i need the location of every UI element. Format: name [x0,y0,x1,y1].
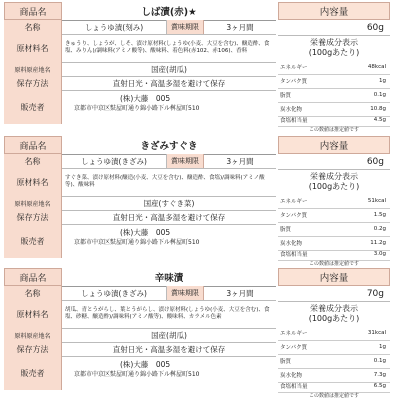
storage-row [4,210,276,225]
storage-value: 直射日光・高温多湿を避けて保存 [112,344,226,354]
company-address: 京都市中京区麩屋町通り錦小路下ル桝屋町510 [74,239,200,246]
nutrition-carbs: 炭水化物 7.3g [278,368,390,383]
nutrition-per: (100gあたり) [308,182,360,191]
company-name: (株)大藤 005 [120,360,171,369]
nutrition-carbs: 炭水化物 11.2g [278,236,390,251]
origin-row [4,62,276,77]
nutrition-per: (100gあたり) [308,314,360,323]
product-card-1 [4,2,394,133]
name-row [4,286,276,301]
origin-label: 原料原産地名 [4,328,62,342]
estimate-note: この数値は推定値です [308,260,359,267]
nutrition-salt: 食塩相当量 6.5g [278,380,390,393]
name-value: しょうゆ漬(刻み) [62,20,167,34]
nutrition-salt: 食塩相当量 4.5g [278,114,390,127]
name-value: しょうゆ漬(きざみ) [62,154,167,168]
seller-label: 販売者 [4,224,62,258]
product-card-3 [4,268,394,399]
best-before-value: 3ヶ月間 [226,156,254,166]
best-before-label: 賞味期限 [167,154,204,168]
nutrition-per: (100gあたり) [308,48,360,57]
best-before-value: 3ヶ月間 [226,288,254,298]
nutrition-energy: エネルギー 51kcal [278,194,390,209]
nutrition-title-text: 栄養成分表示 [310,38,358,47]
raw-materials-label: 原材料名 [4,300,62,328]
seller-label: 販売者 [4,356,62,390]
estimate-note: この数値は推定値です [308,126,359,133]
nutrition-title [278,172,390,192]
name-row [4,20,276,35]
storage-row [4,342,276,357]
nutrition-title-text: 栄養成分表示 [310,172,358,181]
nutrition-protein: タンパク質 1g [278,74,390,89]
nutrition-fat: 脂質 0.2g [278,222,390,237]
storage-row [4,76,276,91]
best-before-label: 賞味期限 [167,20,204,34]
nutrition-protein: タンパク質 1g [278,340,390,355]
company-name: (株)大藤 005 [120,94,171,103]
raw-materials-label: 原材料名 [4,34,62,62]
content-label: 内容量 [278,136,390,154]
nutrition-carbs: 炭水化物 10.8g [278,102,390,117]
product-name-label: 商品名 [4,2,62,20]
nutrition-title-text: 栄養成分表示 [310,304,358,313]
origin-row [4,328,276,343]
nutrition-energy: エネルギー 31kcal [278,326,390,341]
origin-value: 国産(胡瓜) [151,330,187,340]
raw-materials-value: すぐき菜、漬け原材料(醸造(小麦、大豆を含む)、醸造酢、食塩)/調味料(アミノ酸等)、酸味料 [65,174,265,188]
raw-materials-label: 原材料名 [4,168,62,196]
origin-value: 国産(胡瓜) [151,64,187,74]
name-value: しょうゆ漬(きざみ) [62,286,167,300]
storage-value: 直射日光・高温多湿を避けて保存 [112,212,226,222]
raw-materials-value: きゅうり、しょうが、しそ、漬け原材料(しょうゆ(小麦、大豆を含む)、醸造酢、食塩、みりん)/調味料(アミノ酸等)、酸味料、着色料(赤102、赤106)、香料 [65,40,270,54]
raw-materials-row [4,168,276,197]
company-address: 京都市中京区麩屋町通り錦小路下ル桝屋町510 [74,105,200,112]
seller-block [62,228,276,248]
product-title: 辛味漬 [62,268,276,287]
raw-materials-row [4,34,276,63]
product-title: きざみすぐき [62,136,276,155]
nutrition-title [278,38,390,58]
seller-label: 販売者 [4,90,62,124]
content-amount: 60g [278,154,390,170]
nutrition-energy: エネルギー 48kcal [278,60,390,75]
origin-value: 国産(すぐき菜) [143,198,195,208]
best-before-value: 3ヶ月間 [226,22,254,32]
nutrition-protein: タンパク質 1.5g [278,208,390,223]
content-amount: 70g [278,286,390,302]
raw-materials-value: 胡瓜、青とうがらし、葉とうがらし、漬け原材料(しょうゆ(小麦、大豆を含む)、食塩、砂糖、醸造酢)/調味料(アミノ酸等)、酸味料、カラメル色素 [65,306,270,320]
product-name-label: 商品名 [4,136,62,154]
product-title: しば漬(赤)★ [62,2,276,21]
content-amount: 60g [278,20,390,36]
nutrition-fat: 脂質 0.1g [278,354,390,369]
origin-label: 原料原産地名 [4,62,62,76]
storage-value: 直射日光・高温多湿を避けて保存 [112,78,226,88]
name-row [4,154,276,169]
company-name: (株)大藤 005 [120,228,171,237]
company-address: 京都市中京区麩屋町通り錦小路下ル桝屋町510 [74,371,200,378]
storage-label: 保存方法 [4,210,62,224]
content-label: 内容量 [278,268,390,286]
estimate-note: この数値は推定値です [308,392,359,399]
product-card-2 [4,136,394,267]
storage-label: 保存方法 [4,76,62,90]
seller-block [62,360,276,380]
origin-label: 原料原産地名 [4,196,62,210]
product-name-label: 商品名 [4,268,62,286]
name-label: 名称 [4,20,62,34]
best-before-label: 賞味期限 [167,286,204,300]
nutrition-fat: 脂質 0.1g [278,88,390,103]
nutrition-salt: 食塩相当量 3.0g [278,248,390,261]
storage-label: 保存方法 [4,342,62,356]
origin-row [4,196,276,211]
nutrition-title [278,304,390,324]
name-label: 名称 [4,286,62,300]
raw-materials-row [4,300,276,329]
content-label: 内容量 [278,2,390,20]
seller-block [62,94,276,114]
name-label: 名称 [4,154,62,168]
